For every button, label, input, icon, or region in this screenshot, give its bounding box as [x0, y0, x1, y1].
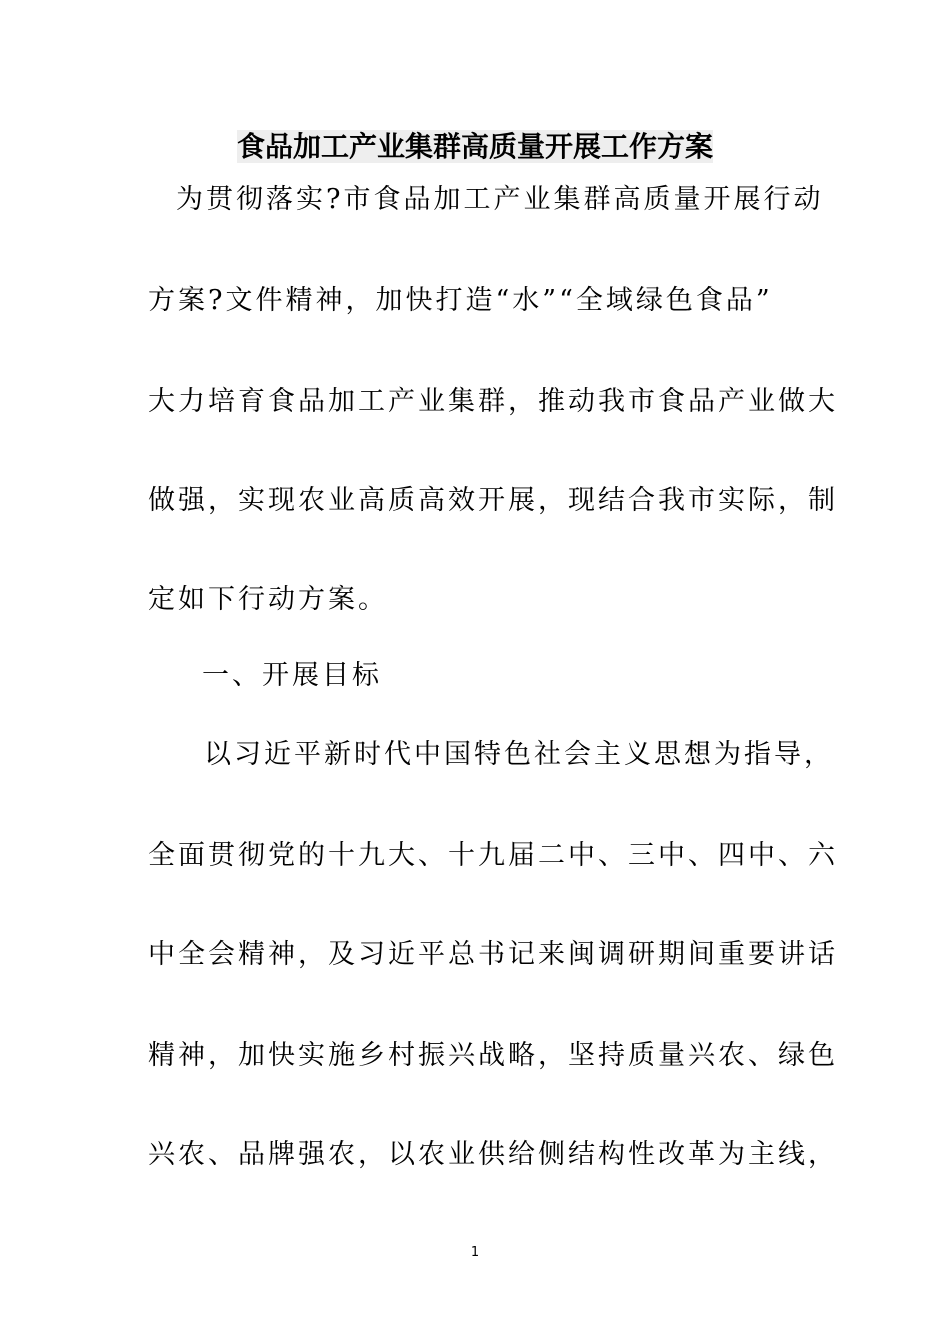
body-line-8: 全面贯彻党的十九大、十九届二中、三中、四中、六 — [148, 840, 838, 871]
body-line-11: 兴农、品牌强农，以农业供给侧结构性改革为主线， — [148, 1139, 838, 1170]
body-line-10: 精神，加快实施乡村振兴战略，坚持质量兴农、绿色 — [148, 1040, 838, 1071]
page-number: 1 — [470, 1245, 480, 1260]
body-line-3: 大力培育食品加工产业集群，推动我市食品产业做大 — [148, 386, 838, 417]
body-line-5: 定如下行动方案。 — [148, 584, 388, 615]
body-line-2: 方案?文件精神，加快打造“水”“全域绿色食品” — [148, 285, 773, 316]
body-line-7: 以习近平新时代中国特色社会主义思想为指导， — [204, 739, 834, 770]
body-line-9: 中全会精神，及习近平总书记来闽调研期间重要讲话 — [148, 939, 838, 970]
document-title — [0, 127, 950, 167]
body-line-1: 为贯彻落实?市食品加工产业集群高质量开展行动 — [176, 184, 824, 215]
document-title-text: 食品加工产业集群高质量开展工作方案 — [236, 130, 713, 163]
section-heading: 一、开展目标 — [202, 660, 382, 691]
body-line-4: 做强，实现农业高质高效开展，现结合我市实际，制 — [148, 485, 838, 516]
